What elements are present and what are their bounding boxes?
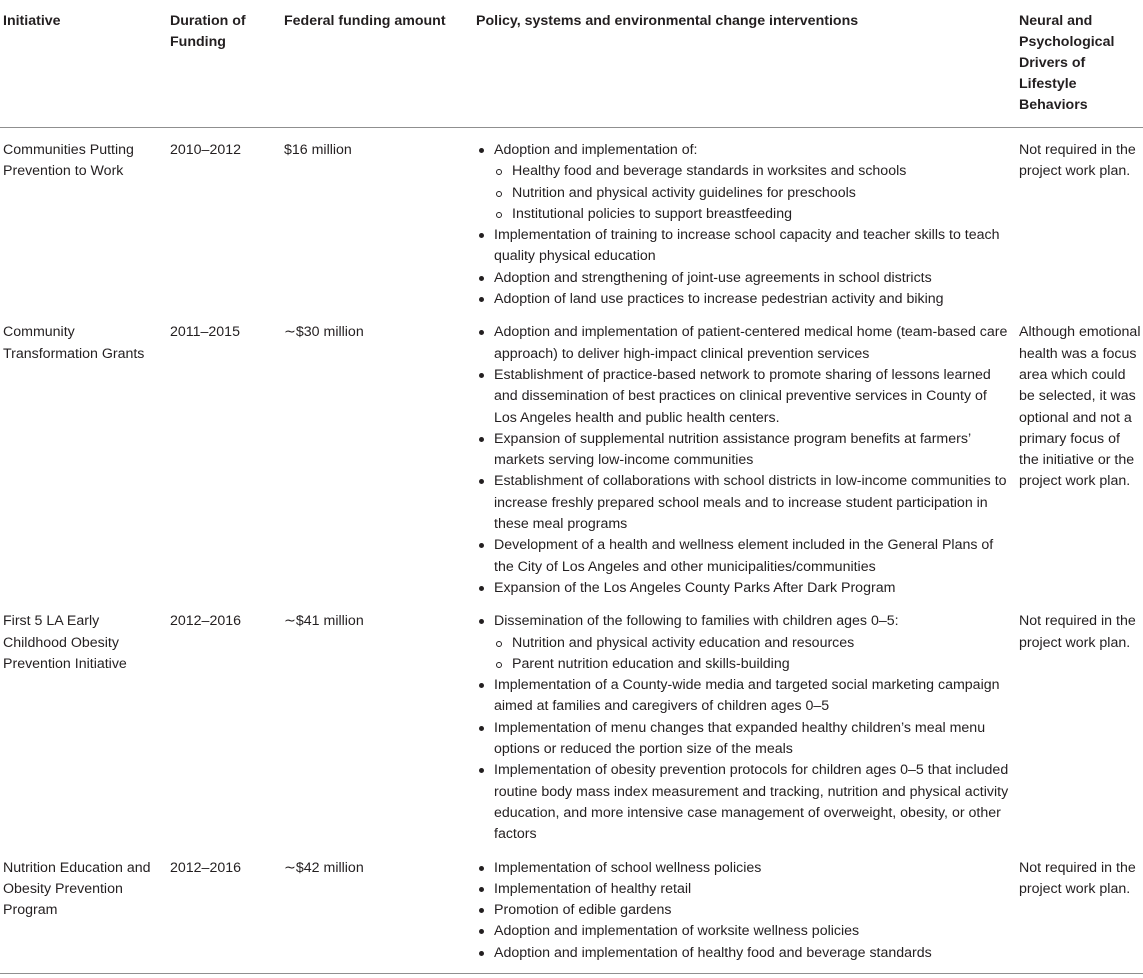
intervention-item [476, 535, 1009, 578]
cell-funding-amount: ∼$30 million [284, 324, 364, 341]
intervention-sublist [494, 161, 1009, 225]
intervention-text: Adoption and implementation of worksite wellness policies [494, 923, 860, 940]
cell-duration: 2012–2016 [160, 846, 274, 974]
intervention-item [476, 921, 1009, 942]
intervention-sublist [494, 633, 1009, 676]
intervention-text: Expansion of the Los Angeles County Parks After Dark Program [494, 579, 896, 596]
intervention-text: Implementation of school wellness policies [494, 859, 762, 876]
intervention-text: Implementation of training to increase school capacity and teacher skills to teach quality physical education [494, 227, 1000, 265]
cell-funding-amount: ∼$41 million [284, 613, 364, 630]
intervention-text: Implementation of healthy retail [494, 880, 692, 897]
cell-drivers: Not required in the project work plan. [1019, 142, 1136, 180]
cell-drivers: Not required in the project work plan. [1019, 613, 1136, 651]
intervention-item [476, 900, 1009, 921]
intervention-item [476, 611, 1009, 675]
cell-funding-amount: ∼$42 million [274, 846, 464, 974]
intervention-item [476, 268, 1009, 289]
intervention-item [476, 140, 1009, 225]
intervention-item [476, 675, 1009, 718]
intervention-item [476, 879, 1009, 900]
intervention-item [476, 289, 1009, 310]
intervention-subitem: Healthy food and beverage standards in worksites and schools [494, 161, 1009, 182]
header-duration: Duration of Funding [160, 0, 274, 128]
table-row [0, 310, 1143, 599]
cell-funding-amount: $16 million [284, 142, 352, 158]
table-row [0, 599, 1143, 845]
intervention-item [476, 471, 1009, 535]
intervention-item [476, 365, 1009, 429]
intervention-item [476, 225, 1009, 268]
intervention-text: Development of a health and wellness element included in the General Plans of the City of Los Angeles and other municipalities/communities [494, 537, 994, 575]
intervention-subitem: Parent nutrition education and skills-building [494, 654, 1009, 675]
cell-drivers: Although emotional health was a focus area which could be selected, it was optional and not a primary focus of the initiative or the project work plan. [1019, 324, 1141, 490]
intervention-item [476, 943, 1009, 964]
cell-initiative: Community Transformation Grants [3, 324, 145, 362]
cell-drivers: Not required in the project work plan. [1009, 846, 1143, 974]
cell-interventions [464, 310, 1009, 599]
table-body [0, 128, 1143, 974]
cell-duration: 2012–2016 [170, 613, 242, 630]
cell-interventions [464, 846, 1009, 974]
intervention-text: Adoption and implementation of healthy food and beverage standards [494, 944, 932, 961]
intervention-text: Implementation of menu changes that expanded healthy children’s meal menu options or reduced the portion size of the meals [494, 719, 986, 758]
intervention-text: Implementation of obesity prevention protocols for children ages 0–5 that included routine body mass index measurement and tracking, nutrition and physical activity education, and more intensive case management of overweight, obesity, or other factors [494, 762, 1009, 843]
table-row [0, 846, 1143, 974]
intervention-text: Adoption of land use practices to increase pedestrian activity and biking [494, 291, 944, 308]
intervention-text: Expansion of supplemental nutrition assistance program benefits at farmers’ markets serving low-income communities [494, 430, 971, 469]
intervention-item [476, 718, 1009, 761]
intervention-item [476, 760, 1009, 845]
intervention-item [476, 578, 1009, 599]
header-interventions: Policy, systems and environmental change interventions [464, 0, 1009, 128]
cell-interventions [464, 599, 1009, 845]
interventions-list [476, 140, 1009, 310]
intervention-text: Establishment of practice-based network to promote sharing of lessons learned and dissemination of best practices on clinical preventive services in County of Los Angeles health and public health centers. [494, 366, 991, 426]
intervention-item [476, 858, 1009, 879]
intervention-text: Implementation of a County-wide media and targeted social marketing campaign aimed at families and caregivers of children ages 0–5 [494, 677, 1000, 715]
intervention-text: Dissemination of the following to families with children ages 0–5: [494, 613, 899, 630]
intervention-subitem: Nutrition and physical activity education and resources [494, 633, 1009, 654]
intervention-text: Adoption and implementation of patient-centered medical home (team-based care approach) to deliver high-impact clinical prevention services [494, 324, 1008, 362]
cell-initiative: Communities Putting Prevention to Work [3, 142, 134, 180]
intervention-text: Adoption and strengthening of joint-use agreements in school districts [494, 269, 932, 286]
table-row [0, 128, 1143, 311]
intervention-item [476, 429, 1009, 472]
interventions-list [476, 858, 1009, 964]
intervention-text: Establishment of collaborations with school districts in low-income communities to increase freshly prepared school meals and to increase student participation in these meal programs [494, 473, 1007, 533]
cell-interventions [464, 128, 1009, 311]
cell-duration: 2011–2015 [170, 324, 240, 341]
header-initiative: Initiative [0, 0, 160, 128]
table-header [0, 0, 1143, 128]
cell-initiative: Nutrition Education and Obesity Prevention Program [0, 846, 160, 974]
intervention-subitem: Institutional policies to support breastfeeding [494, 204, 1009, 225]
intervention-subitem: Nutrition and physical activity guidelines for preschools [494, 183, 1009, 204]
interventions-list [476, 322, 1009, 599]
cell-initiative: First 5 LA Early Childhood Obesity Prevention Initiative [3, 613, 127, 672]
intervention-item [476, 322, 1009, 365]
header-drivers: Neural and Psychological Drivers of Lifestyle Behaviors [1009, 0, 1143, 128]
cell-duration: 2010–2012 [170, 142, 242, 158]
header-row [0, 0, 1143, 128]
intervention-text: Promotion of edible gardens [494, 902, 672, 919]
intervention-text: Adoption and implementation of: [494, 142, 698, 158]
header-funding-amount: Federal funding amount [274, 0, 464, 128]
interventions-list [476, 611, 1009, 845]
